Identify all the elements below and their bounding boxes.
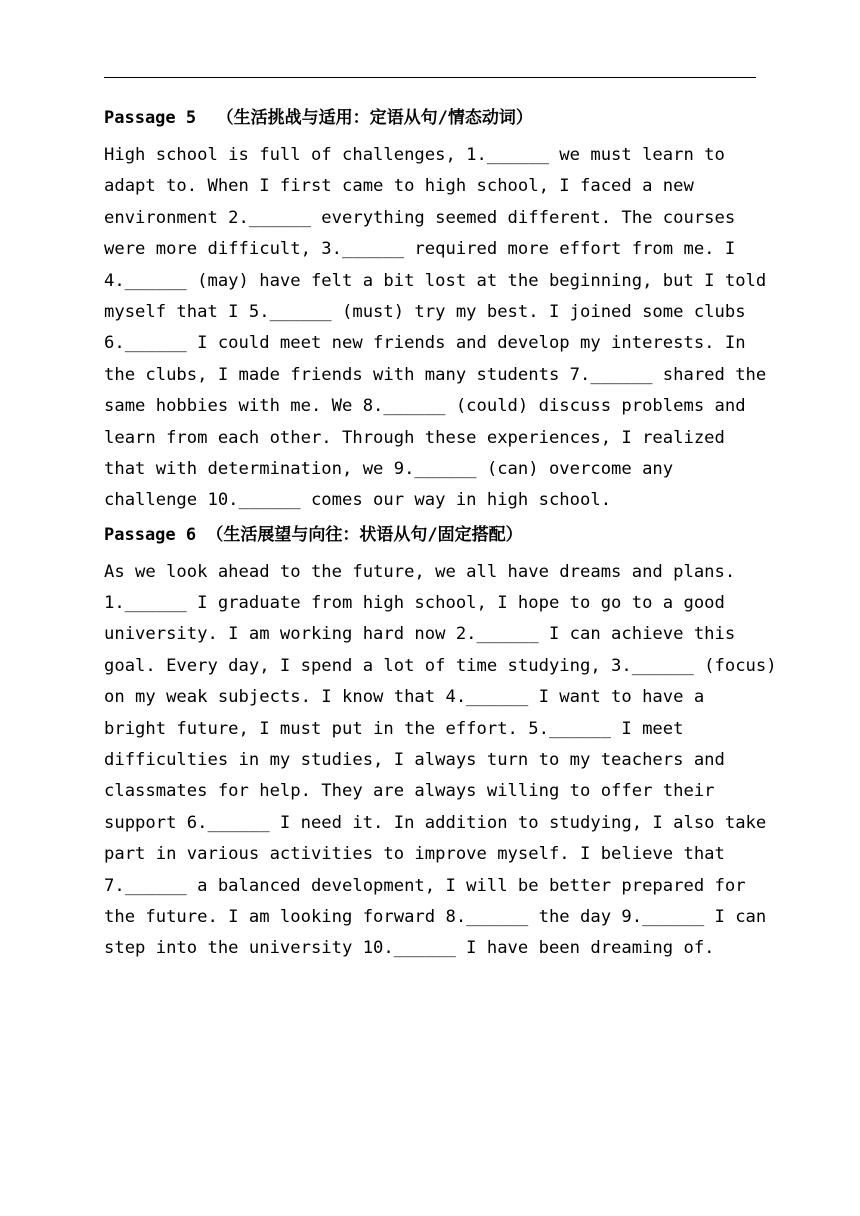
text-line: bright future, I must put in the effort. 5.______ I meet (104, 718, 684, 739)
text-line: 4.______ (may) have felt a bit lost at the beginning, but I told (104, 270, 767, 291)
text-line: part in various activities to improve myself. I believe that (104, 844, 725, 865)
passage-heading: Passage 5 （生活挑战与适用：定语从句/情态动词） (104, 108, 533, 128)
text-line: the future. I am looking forward 8.______ the day 9.______ I can (104, 906, 767, 927)
text-line: same hobbies with me. We 8.______ (could) discuss problems and (104, 396, 746, 417)
text-line: were more difficult, 3.______ required more effort from me. I (104, 239, 736, 260)
text-line: classmates for help. They are always willing to offer their (104, 781, 715, 802)
passage-heading: Passage 6 （生活展望与向往：状语从句/固定搭配） (104, 524, 523, 545)
passage-6 (104, 517, 784, 965)
text-line: the clubs, I made friends with many students 7.______ shared the (104, 364, 767, 385)
text-line: environment 2.______ everything seemed different. The courses (104, 207, 736, 228)
passage-5 (104, 100, 784, 517)
text-line: learn from each other. Through these experiences, I realized (104, 427, 725, 448)
text-line: adapt to. When I first came to high school, I faced a new (104, 176, 694, 197)
text-line: goal. Every day, I spend a lot of time studying, 3.______ (focus) (104, 655, 777, 676)
text-line: 1.______ I graduate from high school, I hope to go to a good (104, 593, 725, 614)
text-line: 6.______ I could meet new friends and develop my interests. In (104, 333, 746, 354)
text-line: 7.______ a balanced development, I will be better prepared for (104, 875, 746, 896)
text-line: difficulties in my studies, I always turn to my teachers and (104, 750, 725, 771)
text-line: myself that I 5.______ (must) try my best. I joined some clubs (104, 301, 746, 322)
document-body (104, 100, 784, 965)
text-line: that with determination, we 9.______ (can) overcome any (104, 458, 674, 479)
text-line: step into the university 10.______ I have been dreaming of. (104, 938, 715, 959)
text-line: challenge 10.______ comes our way in high school. (104, 490, 612, 511)
text-line: High school is full of challenges, 1.______ we must learn to (104, 145, 725, 165)
header-rule (104, 77, 756, 78)
text-line: support 6.______ I need it. In addition to studying, I also take (104, 812, 767, 833)
text-line: As we look ahead to the future, we all have dreams and plans. (104, 561, 736, 582)
text-line: university. I am working hard now 2.______ I can achieve this (104, 624, 736, 645)
text-line: on my weak subjects. I know that 4.______ I want to have a (104, 687, 705, 708)
